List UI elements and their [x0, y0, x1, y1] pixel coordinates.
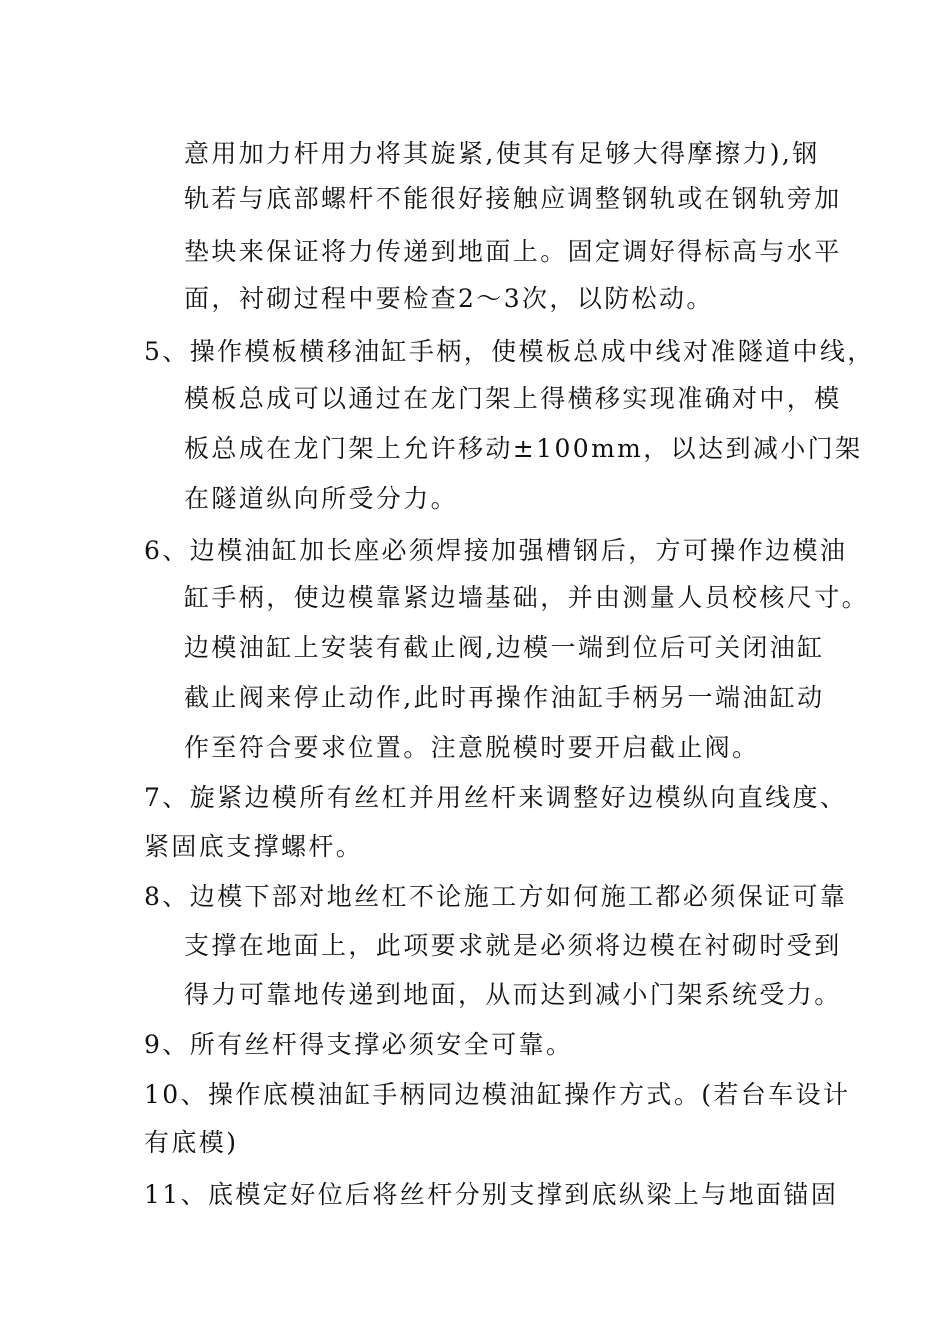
text-line-14: 7、旋紧边模所有丝杠并用丝杆来调整好边模纵向直线度、: [144, 783, 848, 812]
text-line-1: 意用加力杆用力将其旋紧,使其有足够大得摩擦力),钢: [184, 139, 820, 168]
text-line-9: 6、边模油缸加长座必须焊接加强槽钢后，方可操作边模油: [144, 536, 848, 565]
text-line-8: 在隧道纵向所受分力。: [184, 484, 459, 513]
text-line-6: 模板总成可以通过在龙门架上得横移实现准确对中，模: [184, 384, 842, 413]
text-line-13: 作至符合要求位置。注意脱模时要开启截止阀。: [184, 733, 760, 762]
text-line-7: 板总成在龙门架上允许移动±100mm，以达到减小门架: [184, 434, 863, 463]
text-line-21: 有底模): [144, 1128, 239, 1157]
text-line-11: 边模油缸上安装有截止阀,边模一端到位后可关闭油缸: [184, 633, 825, 662]
text-line-16: 8、边模下部对地丝杠不论施工方如何施工都必须保证可靠: [144, 882, 848, 911]
text-line-5: 5、操作模板横移油缸手柄，使模板总成中线对准隧道中线，: [144, 337, 875, 366]
text-line-19: 9、所有丝杆得支撑必须安全可靠。: [144, 1030, 574, 1059]
text-line-10: 缸手柄，使边模靠紧边墙基础，并由测量人员校核尺寸。: [184, 583, 870, 612]
text-line-4: 面，衬砌过程中要检查2～3次，以防松动。: [184, 284, 714, 313]
text-line-15: 紧固底支撑螺杆。: [144, 832, 364, 861]
text-line-3: 垫块来保证将力传递到地面上。固定调好得标高与水平: [184, 237, 842, 266]
text-line-18: 得力可靠地传递到地面，从而达到减小门架系统受力。: [184, 980, 842, 1009]
text-line-2: 轨若与底部螺杆不能很好接触应调整钢轨或在钢轨旁加: [184, 184, 842, 213]
text-line-12: 截止阀来停止动作,此时再操作油缸手柄另一端油缸动: [184, 683, 825, 712]
text-line-20: 10、操作底模油缸手柄同边模油缸操作方式。(若台车设计: [144, 1080, 851, 1109]
text-line-17: 支撑在地面上，此项要求就是必须将边模在衬砌时受到: [184, 931, 842, 960]
text-line-22: 11、底模定好位后将丝杆分别支撑到底纵梁上与地面锚固: [144, 1180, 839, 1209]
